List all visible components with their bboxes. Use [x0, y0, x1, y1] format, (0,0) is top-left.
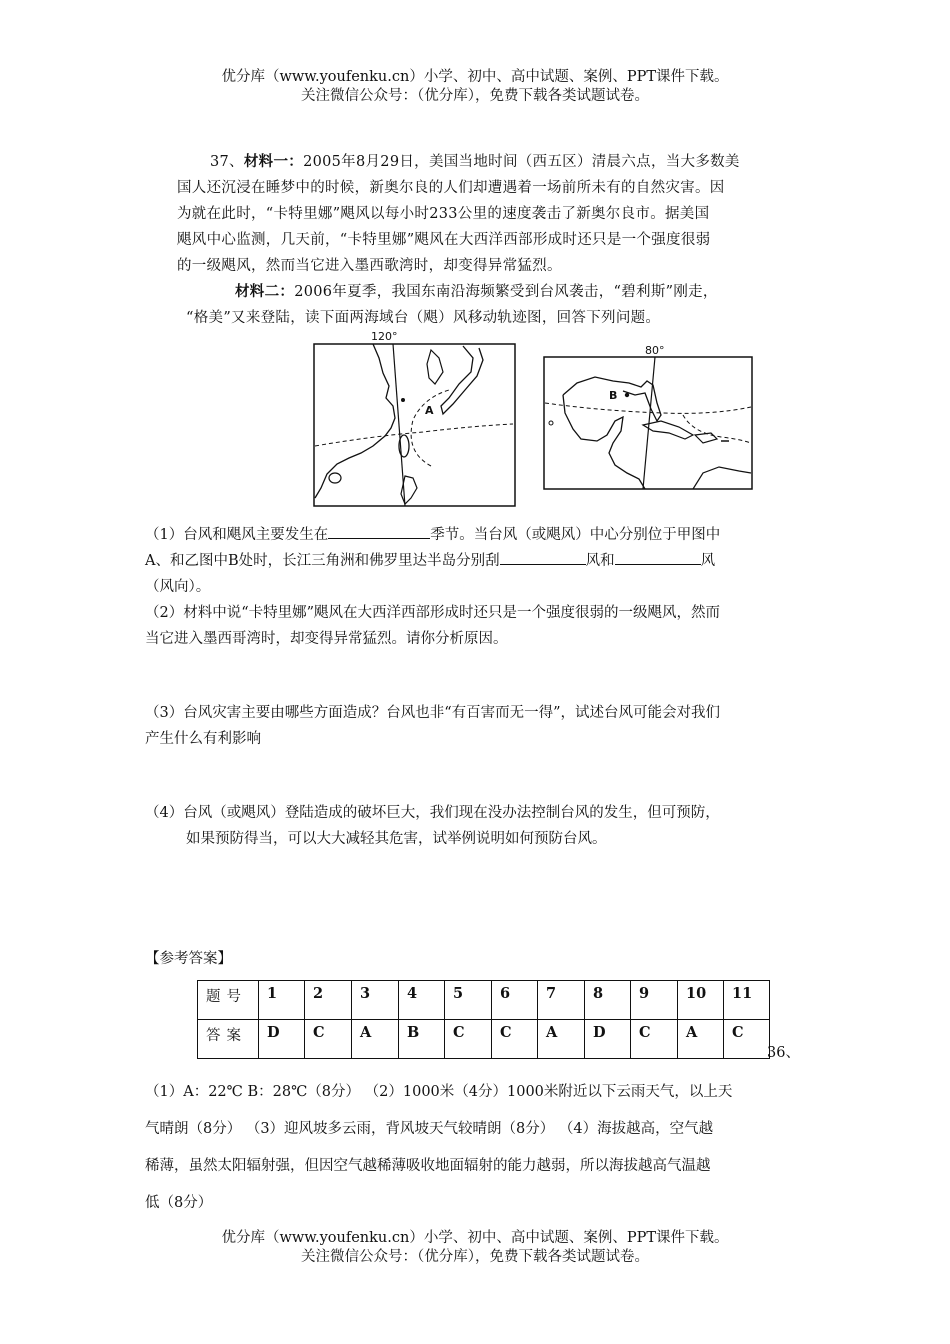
map-b-point-label: B — [609, 389, 618, 402]
header-line-2: 关注微信公众号：（优分库），免费下载各类试题试卷。 — [301, 88, 649, 104]
q2-line-1: （2）材料中说“卡特里娜”飓风在大西洋西部形成时还只是一个强度很弱的一级飓风，然而 — [145, 605, 721, 621]
answer-letter-6: C — [492, 1020, 538, 1059]
map-b-hurricane-marker — [625, 393, 629, 397]
q1-line-3: （风向）。 — [145, 579, 211, 595]
q37-line-3: 为就在此时，“卡特里娜”飓风以每小时233公里的速度袭击了新奥尔良市。据美国 — [177, 206, 710, 222]
answer-36-number: 36、 — [767, 1045, 800, 1061]
answer-letter-10: A — [678, 1020, 724, 1059]
header-line-1: 优分库（www.youfenku.cn）小学、初中、高中试题、案例、PPT课件下载。 — [221, 69, 729, 85]
answer-num-5: 5 — [445, 981, 492, 1020]
map-a-lon-label: 120° — [371, 330, 398, 343]
q3-line-1: （3）台风灾害主要由哪些方面造成？台风也非“有百害而无一得”，试述台风可能会对我们 — [145, 705, 721, 721]
footer-line-1: 优分库（www.youfenku.cn）小学、初中、高中试题、案例、PPT课件下载。 — [221, 1230, 729, 1246]
q1-blank-season[interactable] — [328, 524, 430, 539]
answer-letter-9: C — [631, 1020, 678, 1059]
q37-line-5: 的一级飓风，然而当它进入墨西歌湾时，却变得异常猛烈。 — [177, 258, 562, 274]
answer-letter-11: C — [724, 1020, 770, 1059]
q1-line-2: A、和乙图中B处时，长江三角洲和佛罗里达半岛分别刮 风和 风 — [145, 548, 715, 574]
answer-num-9: 9 — [631, 981, 678, 1020]
map-a-typhoon-marker — [401, 398, 405, 402]
material-1-label: 材料一： — [243, 153, 304, 170]
answer-letter-7: A — [538, 1020, 585, 1059]
map-a-point-label: A — [425, 404, 434, 417]
answer-num-6: 6 — [492, 981, 538, 1020]
answer-table-row-letters — [198, 1020, 770, 1059]
answer-letter-8: D — [585, 1020, 631, 1059]
q1-line-1: （1）台风和飓风主要发生在 季节。当台风（或飓风）中心分别位于甲图中 — [145, 522, 720, 548]
material-2-line-2: “格美”又来登陆，读下面两海域台（飓）风移动轨迹图，回答下列问题。 — [186, 310, 661, 326]
answer-letter-1: D — [259, 1020, 305, 1059]
q37-number: 37、 — [210, 154, 244, 170]
q3-line-2: 产生什么有利影响 — [145, 731, 261, 747]
map-b-frame — [544, 357, 752, 489]
q37-line-2: 国人还沉浸在睡梦中的时候，新奥尔良的人们却遭遇着一场前所未有的自然灾害。因 — [177, 180, 725, 196]
q37-line-4: 飓风中心监测，几天前，“卡特里娜”飓风在大西洋西部形成时还只是一个强度很弱 — [177, 232, 711, 248]
material-2-label: 材料二： — [235, 283, 295, 300]
map-b-lon-label: 80° — [645, 344, 665, 357]
material-2-line-1 — [235, 279, 718, 305]
material-2-text: 2006年夏季，我国东南沿海频繁受到台风袭击，“碧利斯”刚走， — [294, 284, 718, 300]
q37-line-1 — [210, 149, 740, 175]
map-gulf-of-mexico — [543, 343, 753, 491]
q4-line-1: （4）台风（或飓风）登陆造成的破坏巨大，我们现在没办法控制台风的发生，但可预防， — [145, 805, 720, 821]
answer-36-line-4: 低（8分） — [145, 1195, 213, 1211]
q4-line-2: 如果预防得当，可以大大减轻其危害，试举例说明如何预防台风。 — [186, 831, 607, 847]
answer-letter-5: C — [445, 1020, 492, 1059]
answer-num-10: 10 — [678, 981, 724, 1020]
answer-table-label-number: 题号 — [198, 981, 259, 1020]
material-1-text: 2005年8月29日，美国当地时间（西五区）清晨六点，当大多数美 — [303, 154, 740, 170]
answer-num-11: 11 — [724, 981, 770, 1020]
answer-36-line-3: 稀薄，虽然太阳辐射强，但因空气越稀薄吸收地面辐射的能力越弱，所以海拔越高气温越 — [145, 1158, 711, 1174]
answer-letter-4: B — [399, 1020, 445, 1059]
answer-table-label-answer: 答案 — [198, 1020, 259, 1059]
answer-36-line-1: （1）A：22℃ B：28℃（8分） （2）1000米（4分）1000米附近以下云雨天气，以上天 — [145, 1084, 733, 1100]
q2-line-2: 当它进入墨西哥湾时，却变得异常猛烈。请你分析原因。 — [145, 631, 508, 647]
footer-line-2: 关注微信公众号：（优分库），免费下载各类试题试卷。 — [301, 1249, 649, 1265]
answer-num-4: 4 — [399, 981, 445, 1020]
answer-num-7: 7 — [538, 981, 585, 1020]
answer-letter-3: A — [352, 1020, 399, 1059]
answer-num-1: 1 — [259, 981, 305, 1020]
answer-table-row-numbers — [198, 981, 770, 1020]
answer-num-3: 3 — [352, 981, 399, 1020]
answer-letter-2: C — [305, 1020, 352, 1059]
answer-num-2: 2 — [305, 981, 352, 1020]
q1-blank-wind-2[interactable] — [615, 550, 701, 565]
q1-blank-wind-1[interactable] — [500, 550, 586, 565]
answer-num-8: 8 — [585, 981, 631, 1020]
map-west-pacific — [313, 328, 517, 508]
answer-36-line-2: 气晴朗（8分） （3）迎风坡多云雨，背风坡天气较晴朗（8分） （4）海拔越高，空气越 — [145, 1121, 714, 1137]
answers-heading: 【参考答案】 — [145, 951, 232, 967]
answer-table — [197, 980, 770, 1059]
